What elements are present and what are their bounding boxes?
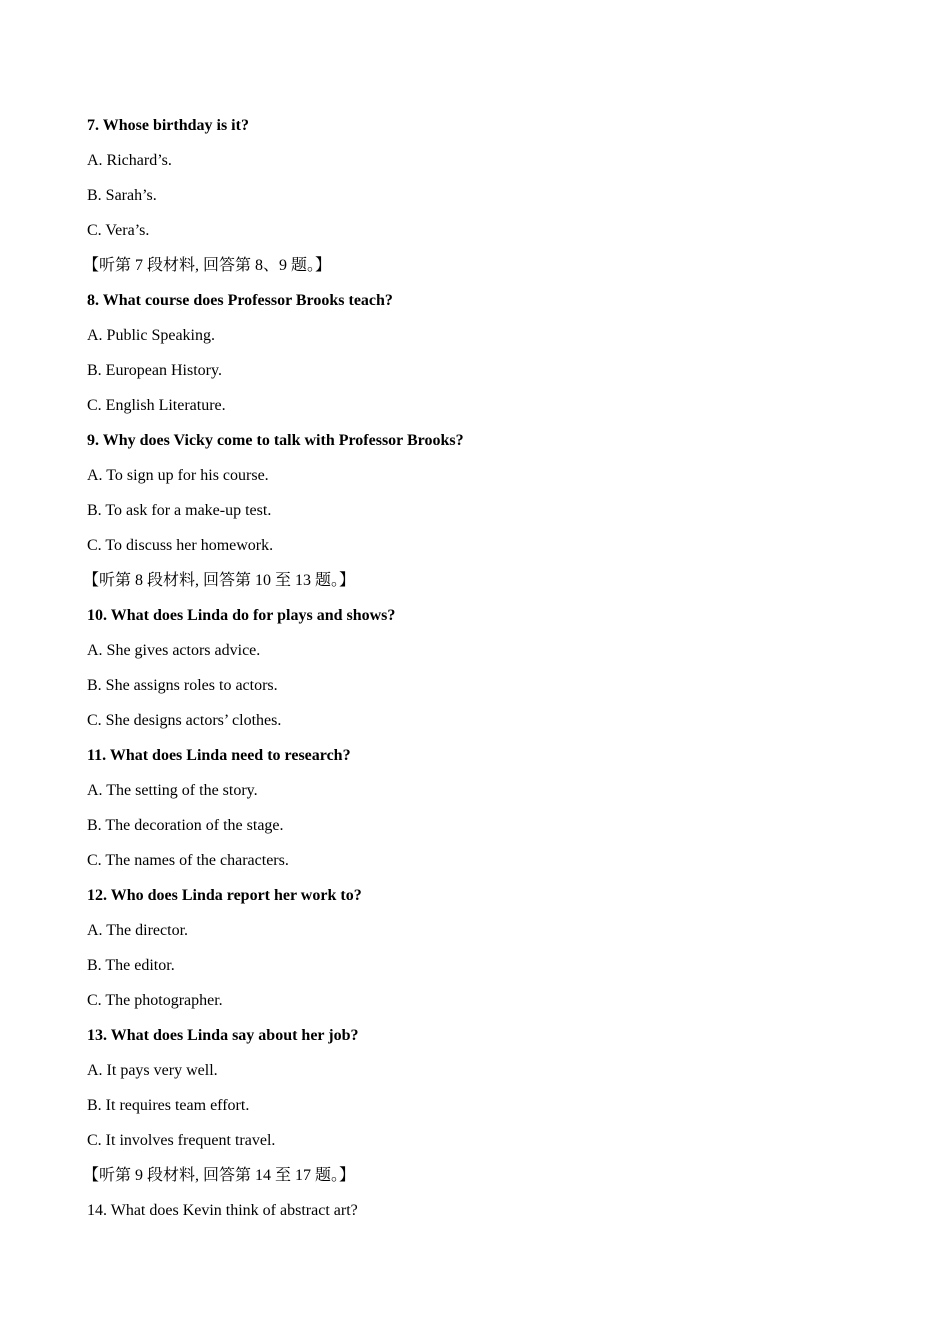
option-8b: B. European History. <box>87 362 222 379</box>
section-instruction-9: 【听第 9 段材料, 回答第 14 至 17 题。】 <box>83 1167 356 1184</box>
question-7: 7. Whose birthday is it? <box>87 117 249 134</box>
option-13b: B. It requires team effort. <box>87 1097 250 1114</box>
option-8c: C. English Literature. <box>87 397 226 414</box>
section-instruction-7: 【听第 7 段材料, 回答第 8、9 题。】 <box>83 257 332 274</box>
option-7a: A. Richard’s. <box>87 152 172 169</box>
section-instruction-8: 【听第 8 段材料, 回答第 10 至 13 题。】 <box>83 572 356 589</box>
question-list <box>83 115 887 1235</box>
option-10a: A. She gives actors advice. <box>87 642 261 659</box>
option-10c: C. She designs actors’ clothes. <box>87 712 282 729</box>
option-11c: C. The names of the characters. <box>87 852 289 869</box>
question-11: 11. What does Linda need to research? <box>87 747 351 764</box>
option-12c: C. The photographer. <box>87 992 223 1009</box>
option-10b: B. She assigns roles to actors. <box>87 677 278 694</box>
option-12b: B. The editor. <box>87 957 175 974</box>
option-9b: B. To ask for a make-up test. <box>87 502 272 519</box>
option-11a: A. The setting of the story. <box>87 782 258 799</box>
option-7b: B. Sarah’s. <box>87 187 157 204</box>
option-13a: A. It pays very well. <box>87 1062 218 1079</box>
question-9: 9. Why does Vicky come to talk with Professor Brooks? <box>87 432 464 449</box>
option-13c: C. It involves frequent travel. <box>87 1132 276 1149</box>
option-11b: B. The decoration of the stage. <box>87 817 284 834</box>
option-8a: A. Public Speaking. <box>87 327 215 344</box>
question-10: 10. What does Linda do for plays and shows? <box>87 607 396 624</box>
question-8: 8. What course does Professor Brooks teach? <box>87 292 393 309</box>
option-12a: A. The director. <box>87 922 189 939</box>
option-9c: C. To discuss her homework. <box>87 537 274 554</box>
option-9a: A. To sign up for his course. <box>87 467 269 484</box>
question-13: 13. What does Linda say about her job? <box>87 1027 359 1044</box>
option-7c: C. Vera’s. <box>87 222 150 239</box>
question-14: 14. What does Kevin think of abstract art? <box>87 1202 358 1219</box>
question-12: 12. Who does Linda report her work to? <box>87 887 362 904</box>
